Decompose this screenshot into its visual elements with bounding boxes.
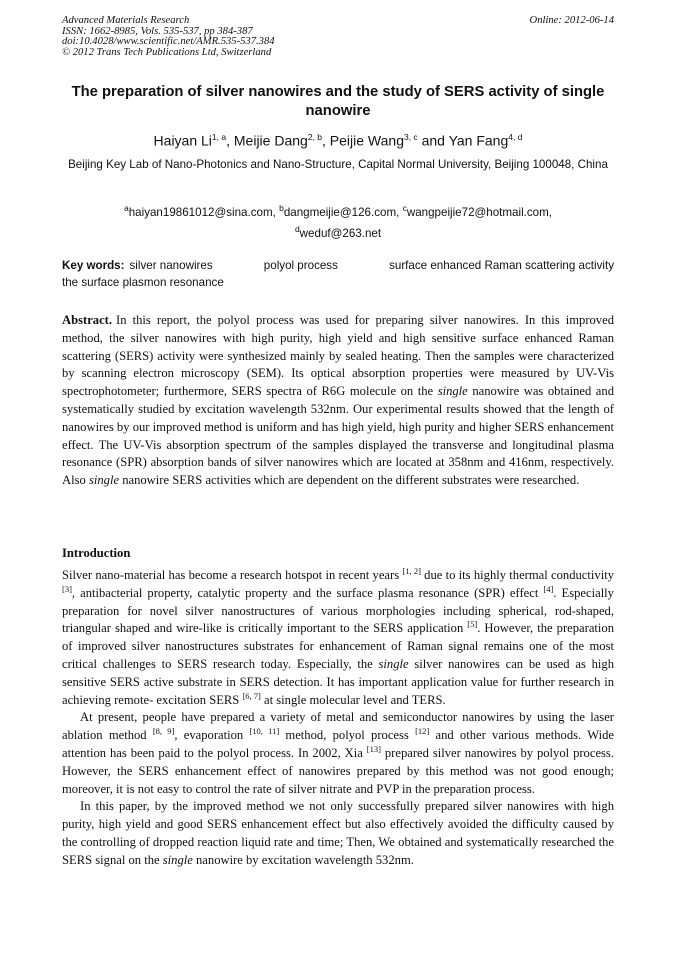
email-address: weduf@263.net	[299, 226, 382, 240]
text-run: nanowire SERS activities which are dependent on the different substrates were researched.	[119, 473, 580, 488]
keyword: surface enhanced Raman scattering activity	[389, 259, 614, 272]
publication-header	[62, 16, 275, 58]
text-run: due to its highly thermal conductivity	[420, 568, 614, 582]
italic-term: single	[378, 656, 409, 671]
paragraph	[62, 567, 614, 709]
author-separator: ,	[226, 132, 234, 149]
author-name: Haiyan Li	[153, 132, 212, 149]
email-mark: b	[279, 203, 284, 213]
abstract-label: Abstract.	[62, 313, 113, 327]
journal-name: Advanced Materials Research	[62, 15, 190, 26]
italic-term: single	[88, 473, 120, 488]
citation-ref: [5]	[467, 619, 478, 630]
citation-ref: [8, 9]	[152, 725, 175, 736]
italic-term: single	[437, 384, 468, 399]
abstract-body	[62, 313, 614, 487]
email-mark: c	[402, 203, 407, 213]
text-run: prepared silver nanowires by polyol process. However, the SERS enhancement effect of nanowires prepared by this method was not good enough; moreover, it is not easy to control the rate of silver nitrate and PVP in the preparation process.	[62, 745, 614, 796]
author-affil-mark: 2, b	[307, 132, 323, 142]
email-mark: d	[294, 223, 300, 234]
keywords-label: Key words:	[62, 259, 125, 272]
citation-ref: [13]	[366, 743, 381, 754]
paper-title: The preparation of silver nanowires and the study of SERS activity of single nanowire	[71, 84, 605, 119]
email-address: wangpeijie72@hotmail.com,	[406, 205, 552, 219]
citation-ref: [1, 2]	[402, 565, 421, 576]
section-heading-introduction: Introduction	[62, 546, 131, 560]
keywords-block	[62, 257, 614, 291]
keyword: polyol process	[263, 259, 338, 272]
email-list	[62, 200, 614, 242]
issn-line: ISSN: 1662-8985, Vols. 535-537, pp 384-387	[62, 25, 253, 37]
author-affil-mark: 3, c	[403, 132, 418, 142]
email-mark: a	[123, 203, 129, 213]
author-affil-mark: 4, d	[508, 132, 523, 142]
text-run: nanowire by excitation wavelength 532nm.	[192, 852, 414, 867]
text-run: Silver nano-material has become a research hotspot in recent years	[62, 568, 403, 582]
email-address: dangmeijie@126.com,	[283, 205, 403, 219]
text-run: In this paper, by the improved method we not only successfully prepared silver nanowires with high purity, high yield and good SERS enhancement effect but also effectively avoided the difficulty caused by the controlling of dropped reaction liquid rate and time; Then, We obtained and systematically researched the SERS signal on the	[62, 799, 614, 867]
text-run: nanowire was obtained and systematically studied by excitation wavelength 532nm. Our experimental results showed that the length of nanowires by our improved method is uniform and has high yield, high purity and higher SERS enhancement effect. The UV-Vis absorption spectrum of the samples displayed the transverse and longitudinal plasma resonance (SPR) absorption bands of silver nanowires which are located at 358nm and 416nm, respectively. Also	[62, 384, 614, 488]
introduction-body	[62, 567, 614, 870]
text-run: At present, people have prepared a variety of metal and semiconductor nanowires by using the laser ablation method	[62, 710, 614, 743]
author-conjunction: and	[417, 132, 449, 149]
email-address: haiyan19861012@sina.com,	[128, 205, 280, 219]
author-name: Yan Fang	[448, 132, 509, 149]
text-run: . Especially preparation for novel silver nanostructures of various morphologies including spherical, rod-shaped, triangular shaped and wire-like is critically important to the SERS application	[62, 585, 614, 636]
italic-term: single	[162, 852, 193, 867]
paragraph	[62, 709, 614, 798]
citation-ref: [12]	[415, 725, 430, 736]
author-affil-mark: 1, a	[211, 132, 227, 142]
text-run: at single molecular level and TERS.	[260, 692, 446, 707]
keyword: silver nanowires	[129, 259, 213, 272]
affiliation: Beijing Key Lab of Nano-Photonics and Nano-Structure, Capital Normal University, Beijing 100048, China	[68, 158, 608, 171]
citation-ref: [3]	[62, 583, 72, 594]
author-name: Meijie Dang	[233, 132, 308, 149]
author-name: Peijie Wang	[329, 132, 404, 149]
citation-ref: [10, 11]	[249, 725, 280, 736]
online-date: Online: 2012-06-14	[529, 15, 614, 26]
abstract	[62, 312, 614, 490]
text-run: , antibacterial property, catalytic property and the surface plasma resonance (SPR) effect	[71, 585, 544, 600]
text-run: In this report, the polyol process was used for preparing silver nanowires. In this improved method, the silver nanowires with high purity, high yield and high sensitive surface enhanced Raman scattering (SERS) activity were synthesized mainly by sealed heating. Then the samples were characterized by scanning electron microscopy (SEM). Its optical absorption properties were measured by UV-Vis spectrophotometer; furthermore, SERS spectra of R6G molecule on the	[62, 313, 614, 399]
doi-line: doi:10.4028/www.scientific.net/AMR.535-537.384	[62, 36, 275, 48]
text-run: . However, the preparation of improved silver nanostructures substrates for enhancement of Raman signal remains one of the most critical challenges to SERS research today. Especially, the	[62, 621, 614, 671]
paragraph	[62, 798, 614, 869]
copyright-line: © 2012 Trans Tech Publications Ltd, Switzerland	[62, 46, 272, 58]
citation-ref: [4]	[543, 583, 554, 594]
author-list	[62, 128, 614, 150]
keyword: the surface plasmon resonance	[62, 276, 224, 289]
author-separator: ,	[322, 132, 330, 149]
citation-ref: [6, 7]	[242, 690, 261, 701]
text-run: silver nanowires can be used as high sensitive SERS active substrate in SERS detection. It has important application value for further research in achieving remote- excitation SERS	[62, 656, 614, 707]
text-run: method, polyol process	[279, 728, 416, 743]
text-run: and other various methods. Wide attention has been paid to the polyol process. In 2002, Xia	[62, 728, 614, 760]
text-run: , evaporation	[174, 728, 250, 743]
